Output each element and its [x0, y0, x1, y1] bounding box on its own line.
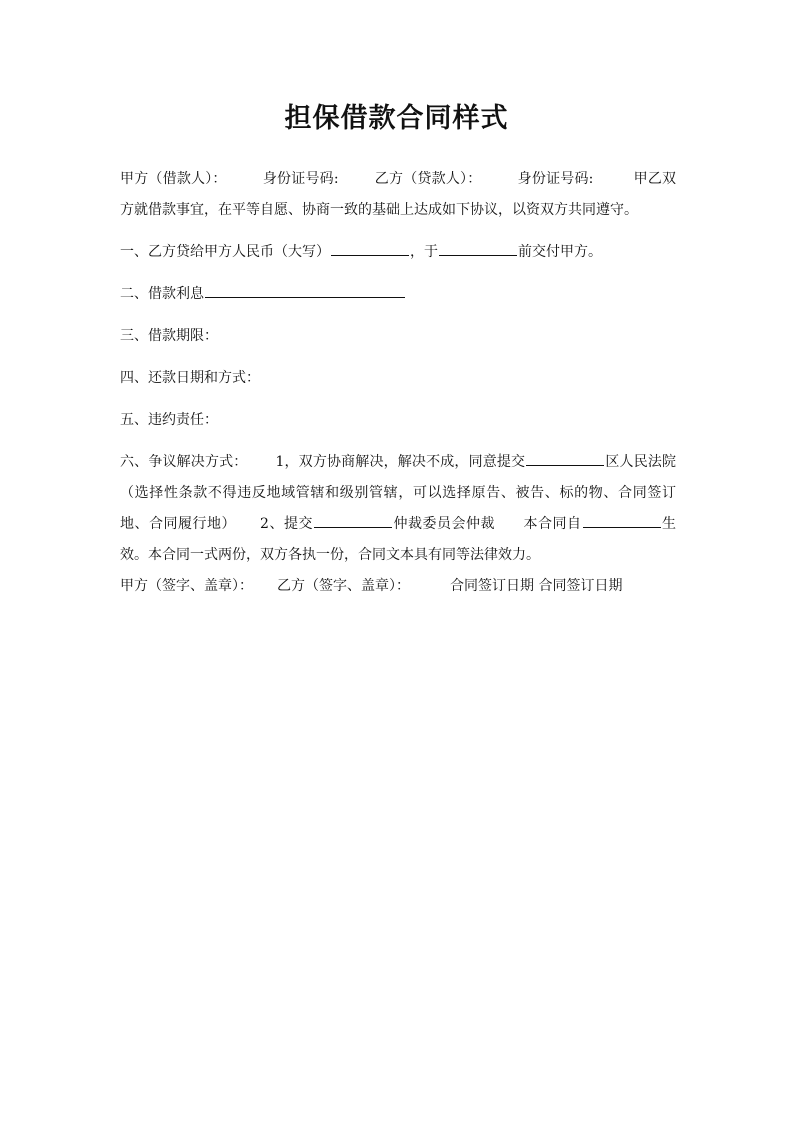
clause-6-text-b: 区人民法院（选择性条款不得违反地域管辖和级别管辖，可以选择原告、被告、标的物、合同签订地、合同履行地） — [120, 454, 677, 532]
party-b-label: 乙方（贷款人）： — [374, 171, 482, 187]
clause-5 — [120, 405, 676, 436]
clause-3 — [120, 321, 676, 352]
court-blank — [526, 450, 604, 466]
party-b-signature-label: 乙方（签字、盖章）： — [277, 578, 410, 594]
effective-date-blank — [583, 512, 661, 528]
clause-6-text-d: 仲裁委员会仲裁 — [392, 516, 495, 532]
clause-1-text-b: ，于 — [410, 244, 438, 260]
signing-date-b-label: 合同签订日期 — [538, 578, 623, 594]
clause-6-text-f: 生效。本合同一式两份，双方各执一份，合同文本具有同等法律效力。 — [120, 516, 677, 563]
clause-2 — [120, 279, 676, 310]
signature-line — [120, 571, 676, 602]
interest-blank — [205, 282, 405, 298]
signing-date-a-label: 合同签订日期 — [450, 578, 534, 594]
clause-2-text: 二、借款利息 — [120, 286, 204, 302]
clause-1-text-c: 前交付甲方。 — [518, 244, 602, 260]
party-a-label: 甲方（借款人）： — [120, 171, 227, 187]
clause-1-text-a: 一、乙方贷给甲方人民币（大写） — [120, 244, 330, 260]
clause-6-text-e: 本合同自 — [522, 516, 582, 532]
clause-3-text: 三、借款期限： — [120, 328, 218, 344]
clause-4-text: 四、还款日期和方式： — [120, 370, 260, 386]
clause-6 — [120, 447, 676, 571]
intro-paragraph — [120, 164, 676, 226]
document-title: 担保借款合同样式 — [284, 103, 509, 134]
party-b-id-label: 身份证号码: — [517, 171, 594, 187]
clause-4 — [120, 363, 676, 394]
arbitration-blank — [314, 512, 392, 528]
party-a-signature-label: 甲方（签字、盖章）： — [120, 578, 253, 594]
party-a-id-label: 身份证号码: — [262, 171, 339, 187]
clause-1 — [120, 237, 676, 268]
clause-5-text: 五、违约责任： — [120, 412, 218, 428]
intro-text: 甲乙双方就借款事宜，在平等自愿、协商一致的基础上达成如下协议，以资双方共同遵守。 — [120, 171, 677, 218]
amount-blank — [331, 240, 409, 256]
clause-6-text-a: 1，双方协商解决，解决不成，同意提交 — [275, 454, 526, 470]
document-body — [120, 164, 676, 613]
clause-6-heading: 六、争议解决方式： — [120, 454, 248, 470]
delivery-date-blank — [439, 240, 517, 256]
clause-6-text-c: 2、提交 — [260, 516, 313, 532]
